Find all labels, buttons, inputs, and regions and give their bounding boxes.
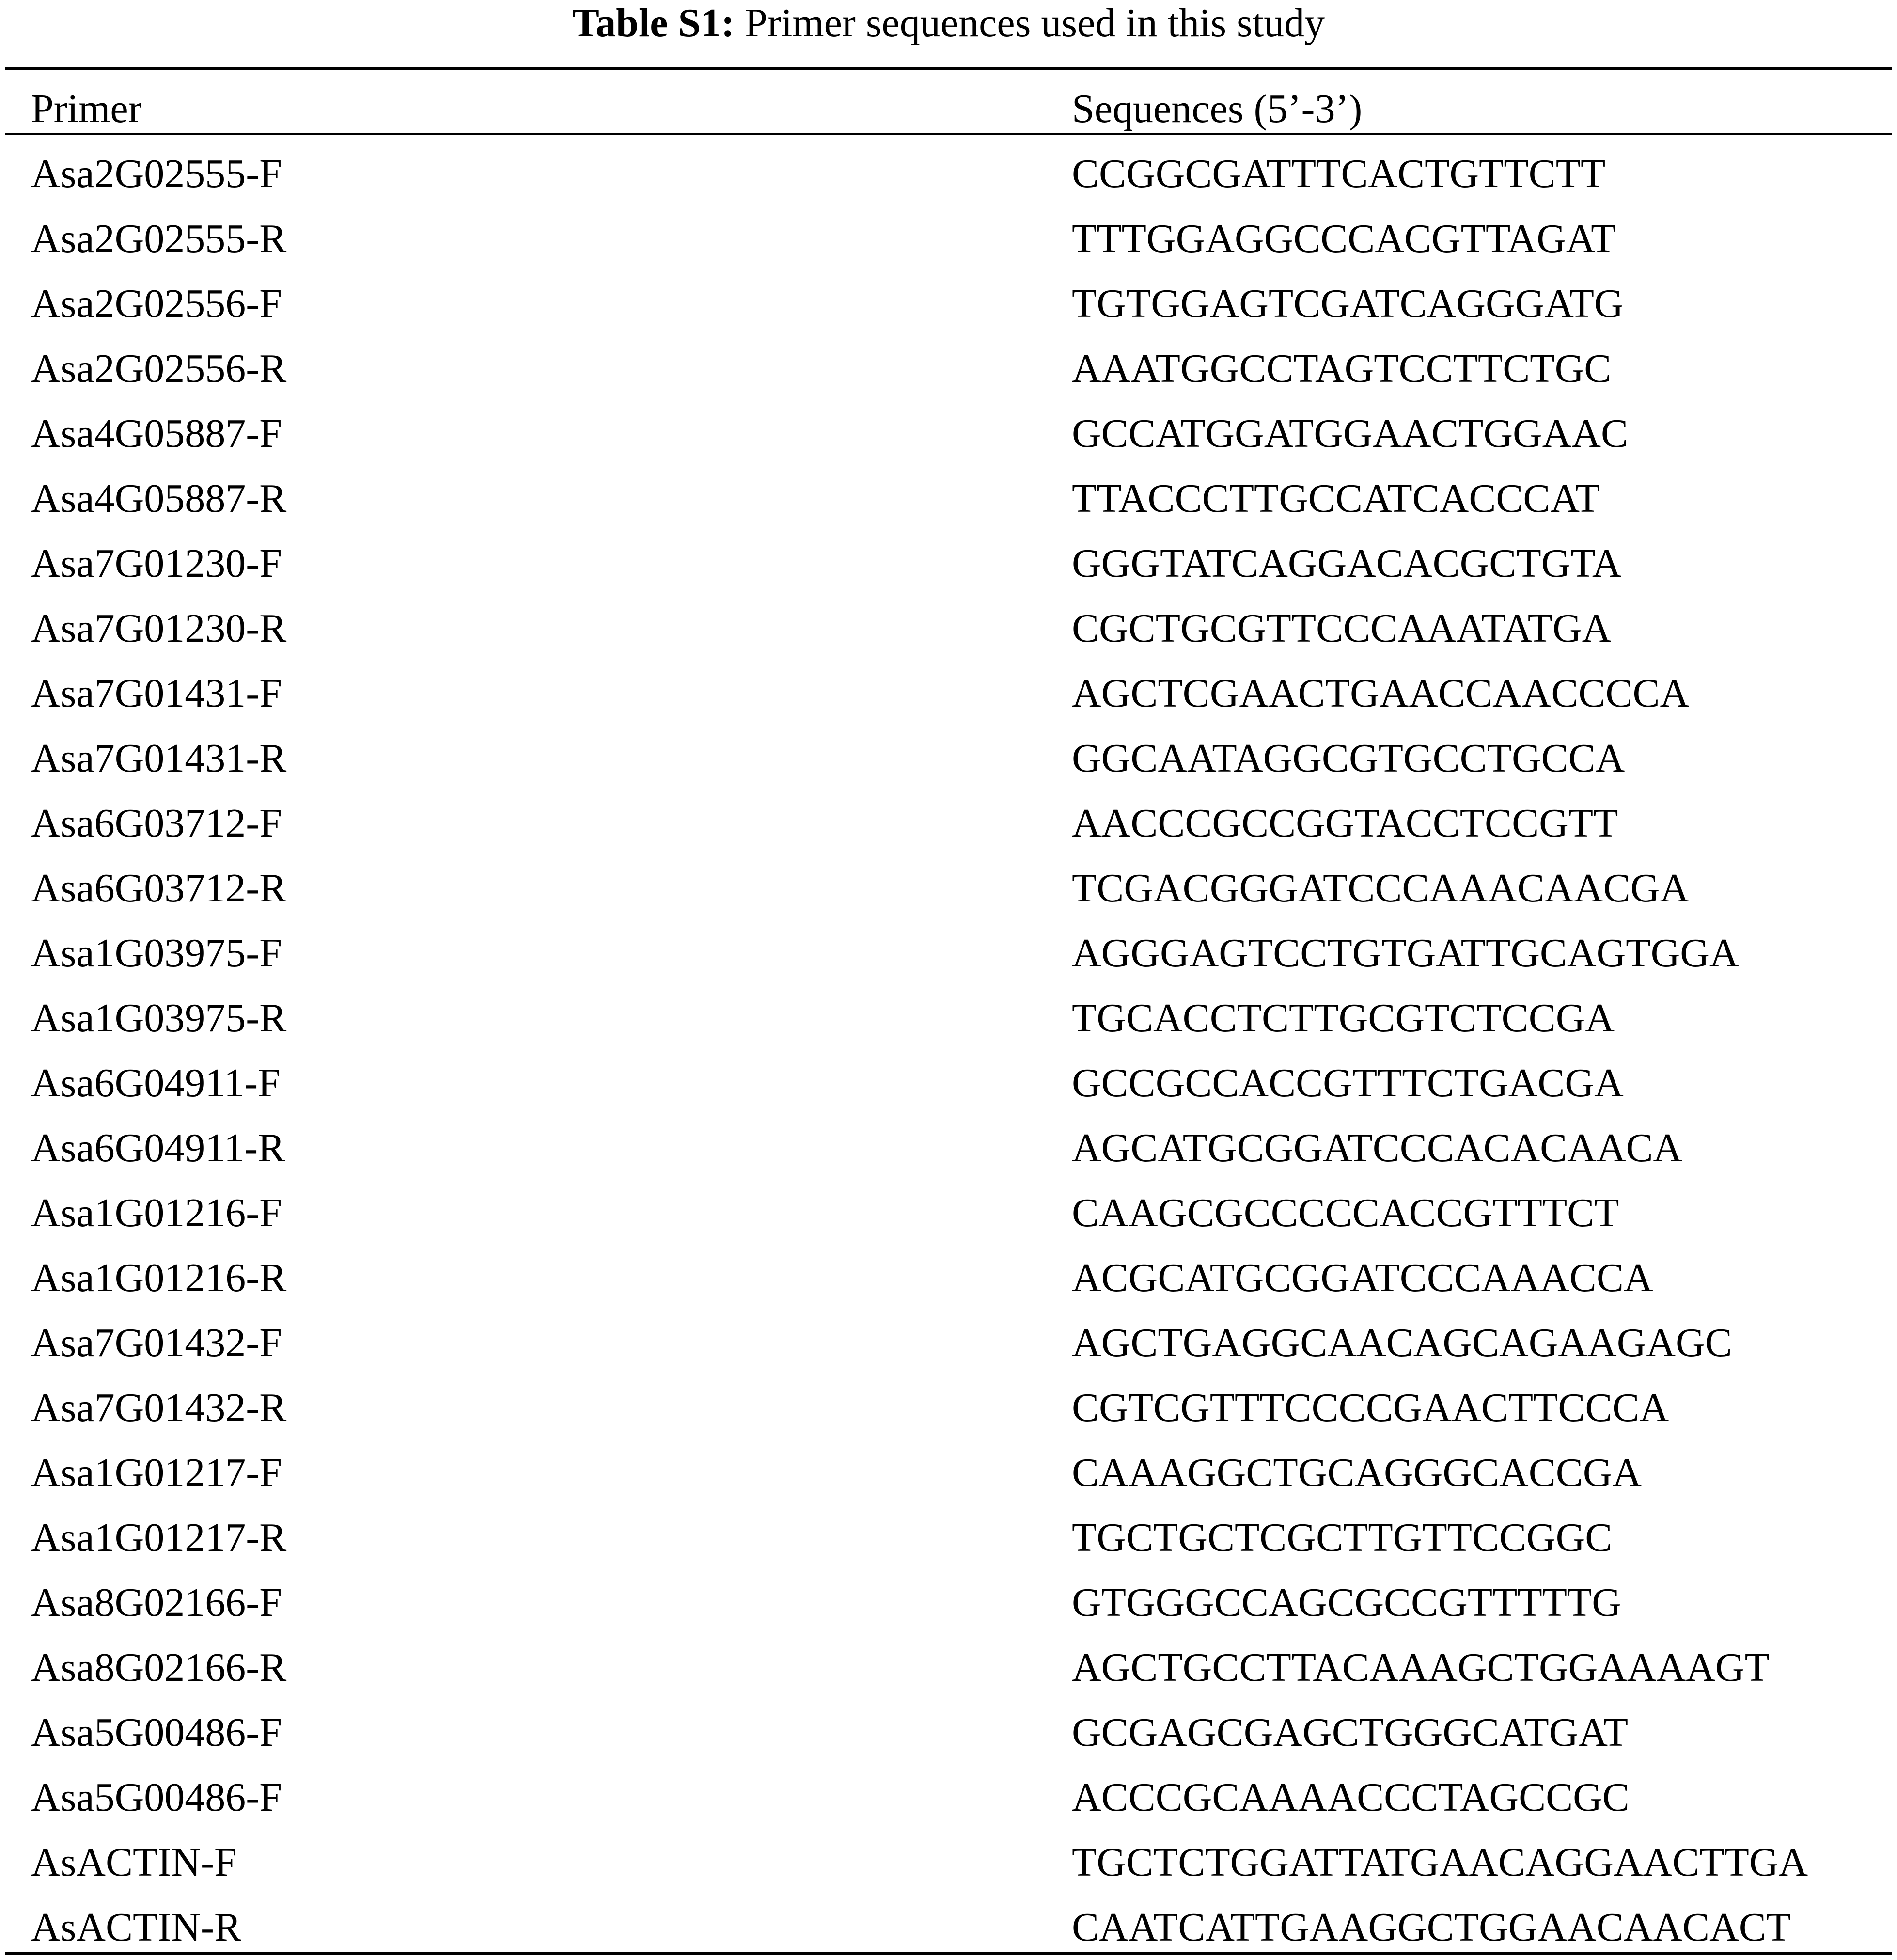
table-row bbox=[0, 986, 1897, 1051]
primer-name-cell: Asa4G05887-F bbox=[31, 411, 282, 456]
table-row bbox=[0, 726, 1897, 791]
primer-sequence-cell: CGTCGTTTCCCCGAACTTCCCA bbox=[1072, 1385, 1669, 1430]
primer-sequence-cell: TGCTCTGGATTATGAACAGGAACTTGA bbox=[1072, 1840, 1808, 1885]
primer-sequence-cell: GCGAGCGAGCTGGGCATGAT bbox=[1072, 1710, 1629, 1755]
primer-name-cell: Asa1G01216-F bbox=[31, 1190, 282, 1235]
table-row bbox=[0, 1051, 1897, 1116]
primer-name-cell: Asa7G01432-F bbox=[31, 1320, 282, 1365]
table-row bbox=[0, 1246, 1897, 1311]
primer-name-cell: Asa5G00486-F bbox=[31, 1775, 282, 1820]
primer-sequence-cell: TTACCCTTGCCATCACCCAT bbox=[1072, 476, 1600, 521]
table-row bbox=[0, 921, 1897, 986]
primer-name-cell: Asa6G04911-F bbox=[31, 1060, 281, 1106]
table-row bbox=[0, 1570, 1897, 1635]
primer-sequence-cell: GGCAATAGGCGTGCCTGCCA bbox=[1072, 736, 1625, 781]
table-row bbox=[0, 1700, 1897, 1765]
primer-sequence-cell: GGGTATCAGGACACGCTGTA bbox=[1072, 541, 1622, 586]
primer-sequence-cell: GTGGGCCAGCGCCGTTTTTG bbox=[1072, 1580, 1621, 1625]
primer-sequence-cell: TTTGGAGGCCCACGTTAGAT bbox=[1072, 216, 1616, 261]
primer-sequence-cell: TCGACGGGATCCCAAACAACGA bbox=[1072, 866, 1690, 911]
table-row bbox=[0, 142, 1897, 206]
table-caption-label: Table S1: bbox=[572, 0, 735, 46]
primer-sequence-cell: ACCCGCAAAACCCTAGCCGC bbox=[1072, 1775, 1630, 1820]
primer-sequence-cell: ACGCATGCGGATCCCAAACCA bbox=[1072, 1255, 1653, 1300]
primer-name-cell: Asa2G02555-R bbox=[31, 216, 287, 261]
table-row bbox=[0, 1765, 1897, 1830]
table-row bbox=[0, 271, 1897, 336]
table-row bbox=[0, 856, 1897, 921]
primer-name-cell: Asa1G01216-R bbox=[31, 1255, 287, 1300]
table-row bbox=[0, 1181, 1897, 1246]
primer-name-cell: Asa2G02556-F bbox=[31, 281, 282, 326]
primer-sequence-cell: CGCTGCGTTCCCAAATATGA bbox=[1072, 606, 1612, 651]
primer-name-cell: Asa1G01217-F bbox=[31, 1450, 282, 1495]
table-row bbox=[0, 1311, 1897, 1375]
primer-sequence-cell: AAATGGCCTAGTCCTTCTGC bbox=[1072, 346, 1612, 391]
primer-sequence-cell: CAAAGGCTGCAGGGCACCGA bbox=[1072, 1450, 1642, 1495]
primer-sequence-cell: TGCACCTCTTGCGTCTCCGA bbox=[1072, 996, 1615, 1041]
primer-name-cell: Asa1G03975-F bbox=[31, 931, 282, 976]
table-caption-text: Primer sequences used in this study bbox=[745, 0, 1325, 46]
primer-name-cell: Asa8G02166-F bbox=[31, 1580, 282, 1625]
primer-name-cell: Asa6G03712-F bbox=[31, 801, 282, 846]
primer-sequence-cell: TGCTGCTCGCTTGTTCCGGC bbox=[1072, 1515, 1613, 1560]
primer-name-cell: AsACTIN-F bbox=[31, 1840, 237, 1885]
primer-name-cell: Asa1G01217-R bbox=[31, 1515, 287, 1560]
primer-sequence-cell: TGTGGAGTCGATCAGGGATG bbox=[1072, 281, 1624, 326]
table-row bbox=[0, 661, 1897, 726]
column-header-primer: Primer bbox=[31, 86, 142, 131]
primer-name-cell: AsACTIN-R bbox=[31, 1905, 241, 1950]
table-row bbox=[0, 1505, 1897, 1570]
primer-sequence-cell: AACCCGCCGGTACCTCCGTT bbox=[1072, 801, 1618, 846]
primer-name-cell: Asa6G03712-R bbox=[31, 866, 287, 911]
primer-sequence-cell: GCCGCCACCGTTTCTGACGA bbox=[1072, 1060, 1624, 1106]
table-row bbox=[0, 336, 1897, 401]
primer-name-cell: Asa7G01432-R bbox=[31, 1385, 287, 1430]
table-row bbox=[0, 1635, 1897, 1700]
table-row bbox=[0, 791, 1897, 856]
primer-sequence-cell: AGGGAGTCCTGTGATTGCAGTGGA bbox=[1072, 931, 1739, 976]
primer-name-cell: Asa4G05887-R bbox=[31, 476, 287, 521]
table-row bbox=[0, 1375, 1897, 1440]
table-row bbox=[0, 596, 1897, 661]
primer-name-cell: Asa7G01230-R bbox=[31, 606, 287, 651]
primer-name-cell: Asa7G01230-F bbox=[31, 541, 282, 586]
primer-name-cell: Asa5G00486-F bbox=[31, 1710, 282, 1755]
table-row bbox=[0, 206, 1897, 271]
primer-sequence-cell: AGCTGCCTTACAAAGCTGGAAAAGT bbox=[1072, 1645, 1770, 1690]
primer-sequence-cell: AGCTCGAACTGAACCAACCCCA bbox=[1072, 671, 1690, 716]
table-row bbox=[0, 531, 1897, 596]
primer-name-cell: Asa1G03975-R bbox=[31, 996, 287, 1041]
primer-sequence-cell: AGCATGCGGATCCCACACAACA bbox=[1072, 1125, 1683, 1170]
primer-sequence-cell: CAAGCGCCCCCACCGTTTCT bbox=[1072, 1190, 1619, 1235]
primer-name-cell: Asa7G01431-F bbox=[31, 671, 282, 716]
primer-name-cell: Asa7G01431-R bbox=[31, 736, 287, 781]
table-bottom-rule bbox=[5, 1952, 1892, 1955]
table-row bbox=[0, 1830, 1897, 1895]
primer-sequence-cell: CCGGCGATTTCACTGTTCTT bbox=[1072, 151, 1606, 196]
table-row bbox=[0, 401, 1897, 466]
table-row bbox=[0, 1895, 1897, 1960]
primer-sequence-cell: GCCATGGATGGAACTGGAAC bbox=[1072, 411, 1629, 456]
table-row bbox=[0, 466, 1897, 531]
primer-sequence-cell: CAATCATTGAAGGCTGGAACAACACT bbox=[1072, 1905, 1791, 1950]
column-header-sequences: Sequences (5’-3’) bbox=[1072, 86, 1363, 131]
primer-name-cell: Asa8G02166-R bbox=[31, 1645, 287, 1690]
primer-name-cell: Asa2G02555-F bbox=[31, 151, 282, 196]
table-row bbox=[0, 1116, 1897, 1181]
primer-name-cell: Asa2G02556-R bbox=[31, 346, 287, 391]
primer-name-cell: Asa6G04911-R bbox=[31, 1125, 285, 1170]
primer-sequence-cell: AGCTGAGGCAACAGCAGAAGAGC bbox=[1072, 1320, 1732, 1365]
table-row bbox=[0, 1440, 1897, 1505]
